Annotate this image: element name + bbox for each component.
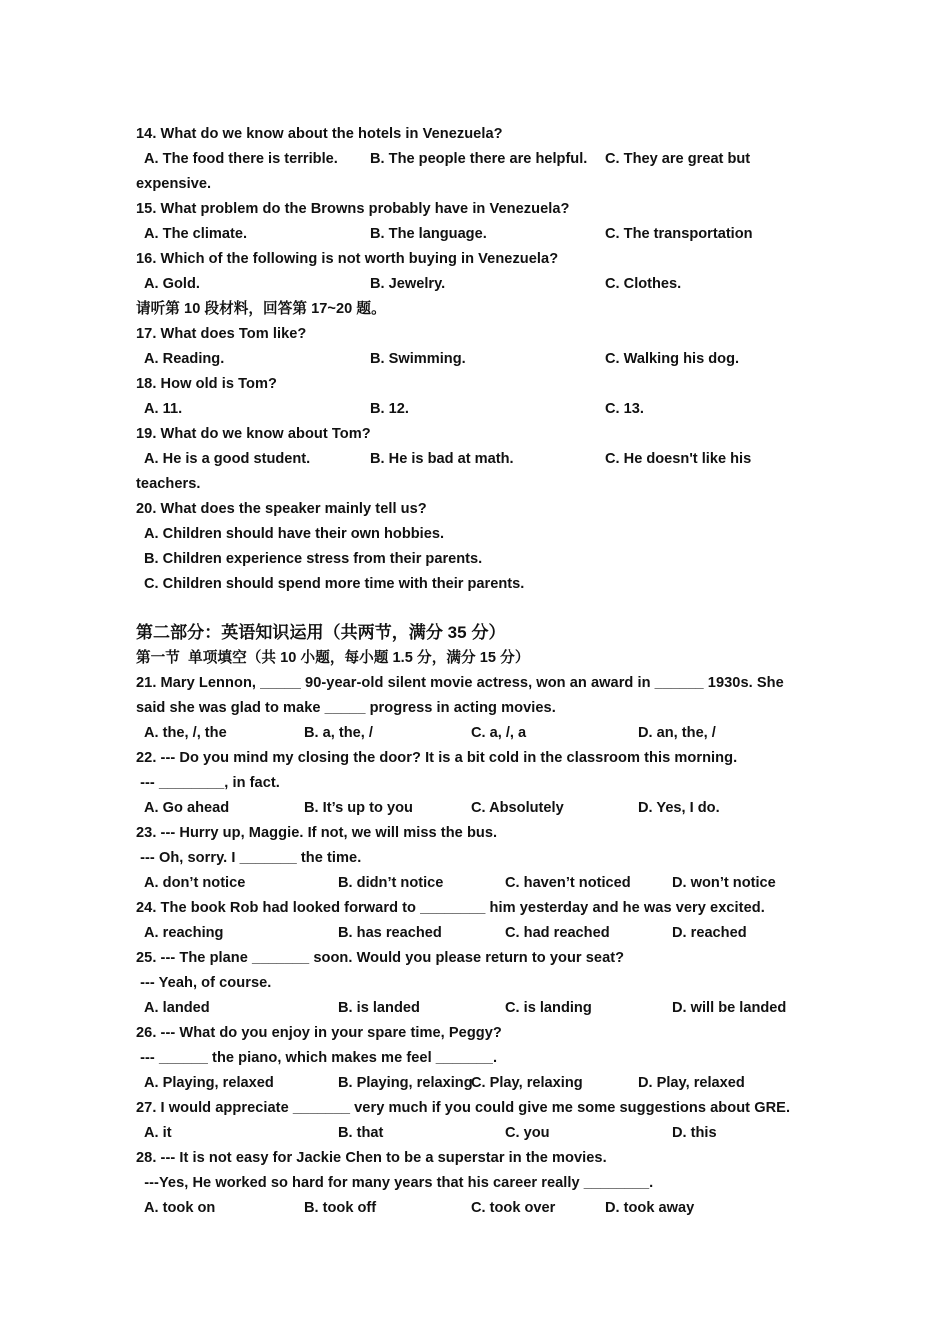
question-14-stem: 14. What do we know about the hotels in Venezuela?	[136, 126, 503, 142]
q17-option-b: B. Swimming.	[370, 351, 466, 367]
question-18-stem: 18. How old is Tom?	[136, 376, 277, 392]
q24-option-d: D. reached	[672, 925, 747, 941]
q14-option-c-continued: expensive.	[136, 176, 212, 192]
q20-option-a: A. Children should have their own hobbies.	[144, 526, 445, 542]
q22-option-b: B. It’s up to you	[304, 800, 413, 816]
q16-option-a: A. Gold.	[144, 276, 200, 292]
q23-option-d: D. won’t notice	[672, 875, 776, 891]
q25-option-d: D. will be landed	[672, 1000, 787, 1016]
q15-option-a: A. The climate.	[144, 226, 247, 242]
q27-option-c: C. you	[505, 1125, 550, 1141]
q24-option-a: A. reaching	[144, 925, 224, 941]
q28-option-c: C. took over	[471, 1200, 556, 1216]
q26-option-a: A. Playing, relaxed	[144, 1075, 274, 1091]
question-27-stem: 27. I would appreciate _______ very much if you could give me some suggestions about GRE.	[136, 1100, 791, 1116]
q15-option-c: C. The transportation	[605, 226, 753, 242]
q17-option-c: C. Walking his dog.	[605, 351, 740, 367]
q25-option-c: C. is landing	[505, 1000, 592, 1016]
q22-option-c: C. Absolutely	[471, 800, 564, 816]
q19-option-c: C. He doesn't like his	[605, 451, 752, 467]
part2-title: 第二部分：英语知识运用（共两节，满分 35 分）	[136, 623, 506, 642]
question-24-stem: 24. The book Rob had looked forward to ________ him yesterday and he was very excited.	[136, 900, 765, 916]
q24-option-b: B. has reached	[338, 925, 442, 941]
question-23-stem-line2: --- Oh, sorry. I _______ the time.	[136, 850, 362, 866]
question-28-stem: 28. --- It is not easy for Jackie Chen to be a superstar in the movies.	[136, 1150, 607, 1166]
q18-option-a: A. 11.	[144, 401, 183, 417]
q22-option-a: A. Go ahead	[144, 800, 230, 816]
q27-option-b: B. that	[338, 1125, 384, 1141]
q16-option-b: B. Jewelry.	[370, 276, 446, 292]
q26-option-c: C. Play, relaxing	[471, 1075, 583, 1091]
question-16-stem: 16. Which of the following is not worth buying in Venezuela?	[136, 251, 559, 267]
question-22-stem: 22. --- Do you mind my closing the door? It is a bit cold in the classroom this morning.	[136, 750, 738, 766]
q16-option-c: C. Clothes.	[605, 276, 682, 292]
q27-option-a: A. it	[144, 1125, 172, 1141]
q28-option-d: D. took away	[605, 1200, 695, 1216]
q28-option-b: B. took off	[304, 1200, 377, 1216]
question-15-stem: 15. What problem do the Browns probably have in Venezuela?	[136, 201, 570, 217]
q20-option-b: B. Children experience stress from their parents.	[144, 551, 483, 567]
listening-instruction: 请听第 10 段材料，回答第 17~20 题。	[136, 301, 386, 317]
q19-option-a: A. He is a good student.	[144, 451, 311, 467]
q23-option-c: C. haven’t noticed	[505, 875, 631, 891]
question-26-stem: 26. --- What do you enjoy in your spare time, Peggy?	[136, 1025, 502, 1041]
q23-option-a: A. don’t notice	[144, 875, 246, 891]
section1-title: 第一节 单项填空（共 10 小题，每小题 1.5 分，满分 15 分）	[136, 650, 530, 666]
question-28-stem-line2: ---Yes, He worked so hard for many years that his career really ________.	[136, 1175, 654, 1191]
q24-option-c: C. had reached	[505, 925, 610, 941]
q14-option-b: B. The people there are helpful.	[370, 151, 588, 167]
question-25-stem: 25. --- The plane _______ soon. Would you please return to your seat?	[136, 950, 625, 966]
q21-option-b: B. a, the, /	[304, 725, 373, 741]
q25-option-b: B. is landed	[338, 1000, 420, 1016]
question-25-stem-line2: --- Yeah, of course.	[136, 975, 272, 991]
question-26-stem-line2: --- ______ the piano, which makes me feel _______.	[136, 1050, 498, 1066]
q14-option-c: C. They are great but	[605, 151, 751, 167]
q14-option-a: A. The food there is terrible.	[144, 151, 338, 167]
q18-option-b: B. 12.	[370, 401, 409, 417]
q17-option-a: A. Reading.	[144, 351, 225, 367]
q21-option-c: C. a, /, a	[471, 725, 527, 741]
question-22-stem-line2: --- ________, in fact.	[136, 775, 280, 791]
question-21-stem-line2: said she was glad to make _____ progress in acting movies.	[136, 700, 556, 716]
question-20-stem: 20. What does the speaker mainly tell us?	[136, 501, 427, 517]
q21-option-d: D. an, the, /	[638, 725, 716, 741]
q18-option-c: C. 13.	[605, 401, 644, 417]
question-17-stem: 17. What does Tom like?	[136, 326, 307, 342]
q20-option-c: C. Children should spend more time with their parents.	[144, 576, 525, 592]
q23-option-b: B. didn’t notice	[338, 875, 444, 891]
question-21-stem: 21. Mary Lennon, _____ 90-year-old silent movie actress, won an award in ______ 1930s. She	[136, 675, 784, 691]
q15-option-b: B. The language.	[370, 226, 487, 242]
q21-option-a: A. the, /, the	[144, 725, 227, 741]
q19-option-c-continued: teachers.	[136, 476, 201, 492]
q27-option-d: D. this	[672, 1125, 717, 1141]
q26-option-b: B. Playing, relaxing	[338, 1075, 473, 1091]
question-19-stem: 19. What do we know about Tom?	[136, 426, 371, 442]
q28-option-a: A. took on	[144, 1200, 216, 1216]
q22-option-d: D. Yes, I do.	[638, 800, 720, 816]
q19-option-b: B. He is bad at math.	[370, 451, 514, 467]
question-23-stem: 23. --- Hurry up, Maggie. If not, we will miss the bus.	[136, 825, 498, 841]
q25-option-a: A. landed	[144, 1000, 210, 1016]
q26-option-d: D. Play, relaxed	[638, 1075, 745, 1091]
